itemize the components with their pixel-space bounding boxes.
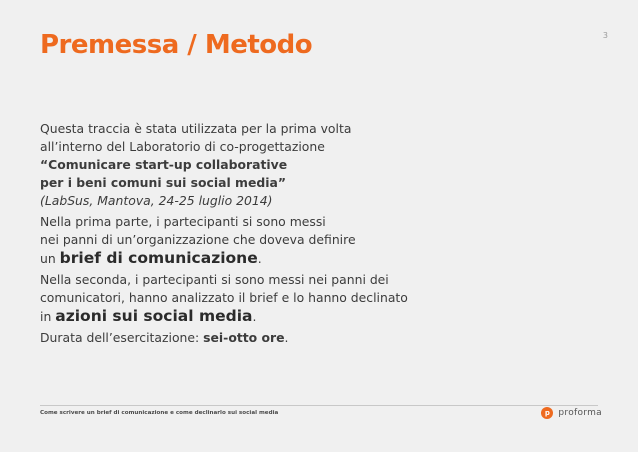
first-part-paragraph bbox=[40, 213, 600, 268]
lab-title-line-1: “Comunicare start-up collaborative bbox=[40, 157, 288, 172]
second-part-line-2: comunicatori, hanno analizzato il brief e lo hanno declinato bbox=[40, 290, 408, 305]
intro-line-2: all’interno del Laboratorio di co-progettazione bbox=[40, 139, 325, 154]
first-part-line-1: Nella prima parte, i partecipanti si sono messi bbox=[40, 214, 326, 229]
proforma-logo-icon: p bbox=[541, 407, 553, 419]
duration-paragraph bbox=[40, 329, 600, 347]
first-part-suffix: . bbox=[257, 251, 262, 266]
intro-line-1: Questa traccia è stata utilizzata per la prima volta bbox=[40, 121, 352, 136]
second-part-line-1: Nella seconda, i partecipanti si sono messi nei panni dei bbox=[40, 272, 389, 287]
slide-body bbox=[40, 120, 600, 347]
second-part-emphasis: azioni sui social media bbox=[55, 307, 253, 325]
duration-suffix: . bbox=[284, 330, 289, 345]
duration-label: Durata dell’esercitazione: bbox=[40, 330, 200, 345]
slide-title: Premessa / Metodo bbox=[40, 30, 313, 60]
footer-divider bbox=[40, 405, 598, 406]
first-part-line-2: nei panni di un’organizzazione che doveva definire bbox=[40, 232, 356, 247]
first-part-emphasis: brief di comunicazione bbox=[59, 249, 258, 267]
lab-title-line-2: per i beni comuni sui social media” bbox=[40, 175, 286, 190]
second-part-prefix: in bbox=[40, 309, 52, 324]
second-part-suffix: . bbox=[252, 309, 257, 324]
page-number: 3 bbox=[602, 31, 608, 40]
brand-name: proforma bbox=[558, 408, 602, 418]
lab-citation: (LabSus, Mantova, 24-25 luglio 2014) bbox=[40, 193, 273, 208]
footer-caption: Come scrivere un brief di comunicazione e come declinarlo sui social media bbox=[40, 410, 279, 416]
brand-logo bbox=[541, 407, 602, 419]
first-part-prefix: un bbox=[40, 251, 56, 266]
intro-paragraph bbox=[40, 120, 600, 210]
duration-value: sei-otto ore bbox=[203, 330, 285, 345]
second-part-paragraph bbox=[40, 271, 600, 326]
